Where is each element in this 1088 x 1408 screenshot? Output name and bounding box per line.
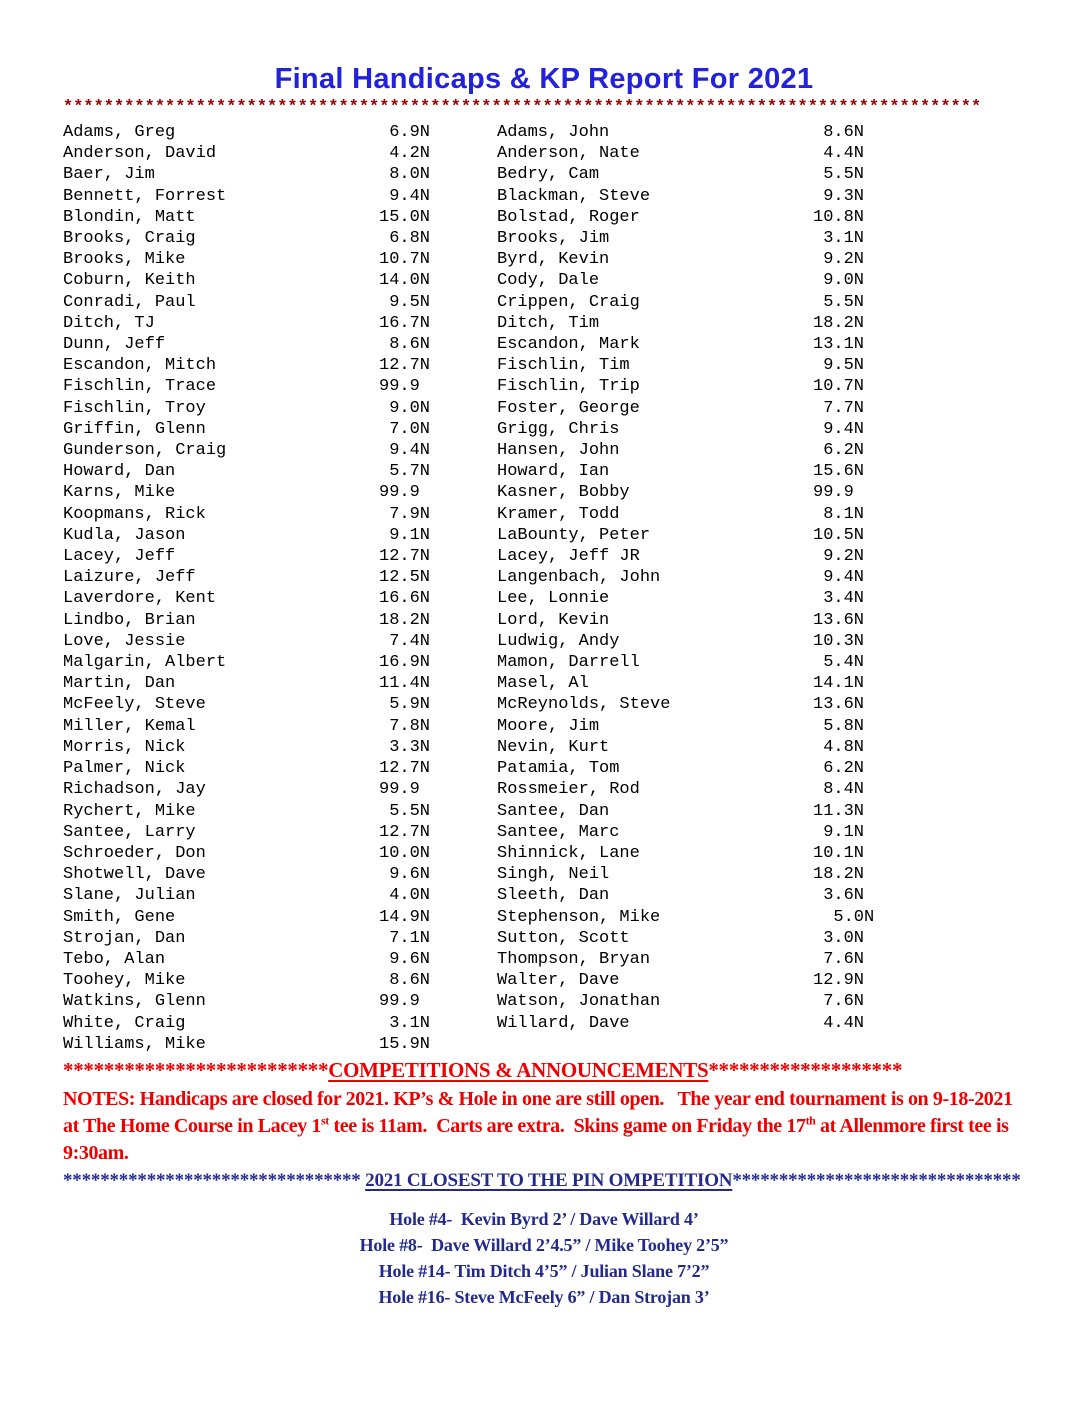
player-name: Watson, Jonathan — [497, 992, 661, 1012]
player-name: Blackman, Steve — [497, 186, 651, 206]
roster-row — [497, 588, 1025, 609]
roster-row — [497, 991, 1025, 1012]
player-name: Palmer, Nick — [63, 759, 186, 779]
player-name: Nevin, Kurt — [497, 737, 610, 757]
player-name: Griffin, Glenn — [63, 419, 206, 439]
player-handicap: 11.3N — [813, 801, 865, 821]
player-handicap: 3.6N — [813, 886, 865, 906]
roster-row — [497, 567, 1025, 588]
player-handicap: 9.1N — [813, 822, 865, 842]
player-name: Mamon, Darrell — [497, 653, 640, 673]
player-name: Fischlin, Trace — [63, 377, 217, 397]
player-handicap: 99.9 — [379, 377, 420, 397]
roster-row — [63, 864, 497, 885]
notes-paragraph — [63, 1086, 1025, 1167]
player-handicap: 8.6N — [813, 123, 865, 142]
player-name: Fischlin, Tim — [497, 356, 630, 376]
player-name: Love, Jessie — [63, 631, 186, 651]
roster-row — [497, 440, 1025, 461]
notes-superscript-st: st — [321, 1113, 329, 1128]
roster-row — [63, 928, 497, 949]
roster-row — [63, 398, 497, 419]
competitions-announcements-header — [63, 1058, 1025, 1082]
player-name: Bennett, Forrest — [63, 186, 227, 206]
player-handicap: 9.4N — [379, 441, 431, 461]
roster-row — [63, 737, 497, 758]
roster-row — [63, 716, 497, 737]
player-handicap: 7.8N — [379, 716, 431, 736]
player-handicap: 7.4N — [379, 631, 431, 651]
kp-hole-result: Hole #16- Steve McFeely 6” / Dan Strojan 3’ — [378, 1286, 710, 1307]
player-name: Escandon, Mitch — [63, 356, 217, 376]
roster-row — [63, 673, 497, 694]
roster-row — [63, 567, 497, 588]
player-handicap: 15.9N — [379, 1034, 431, 1054]
player-name: Byrd, Kevin — [497, 250, 610, 270]
player-handicap: 9.6N — [379, 865, 431, 885]
roster-row — [497, 122, 1025, 143]
player-name: Shinnick, Lane — [497, 843, 640, 863]
roster-row — [497, 313, 1025, 334]
player-handicap: 10.7N — [813, 377, 865, 397]
roster-row — [497, 1013, 1025, 1034]
kp-hole-result: Hole #8- Dave Willard 2’4.5” / Mike Toohey 2’5” — [359, 1234, 729, 1255]
player-handicap: 14.0N — [379, 271, 431, 291]
player-name: Langenbach, John — [497, 568, 661, 588]
kp-hole-result: Hole #4- Kevin Byrd 2’ / Dave Willard 4’ — [389, 1208, 699, 1229]
roster-row — [497, 673, 1025, 694]
roster-row — [63, 758, 497, 779]
roster-row — [63, 652, 497, 673]
player-handicap: 16.7N — [379, 313, 431, 333]
roster-row — [497, 207, 1025, 228]
player-name: Richadson, Jay — [63, 780, 206, 800]
roster-row — [497, 482, 1025, 503]
roster-row — [63, 588, 497, 609]
roster-row — [63, 822, 497, 843]
roster-row — [63, 1013, 497, 1034]
kp-hole-result: Hole #14- Tim Ditch 4’5” / Julian Slane 7’2” — [378, 1260, 710, 1281]
player-name: Koopmans, Rick — [63, 504, 206, 524]
roster-row — [63, 907, 497, 928]
player-handicap: 99.9 — [379, 780, 420, 800]
player-handicap: 16.9N — [379, 653, 431, 673]
report-title: Final Handicaps & KP Report For 2021 — [274, 63, 814, 95]
roster-row — [63, 631, 497, 652]
player-handicap: 9.5N — [379, 292, 431, 312]
player-handicap: 3.4N — [813, 589, 865, 609]
player-name: Williams, Mike — [63, 1034, 206, 1054]
player-name: Ditch, TJ — [63, 313, 155, 333]
roster-row — [497, 694, 1025, 715]
player-handicap: 4.4N — [813, 1013, 865, 1033]
roster-row — [497, 610, 1025, 631]
player-name: Sleeth, Dan — [497, 886, 610, 906]
player-handicap: 10.0N — [379, 843, 431, 863]
player-name: Smith, Gene — [63, 907, 176, 927]
player-handicap: 12.9N — [813, 971, 865, 991]
player-name: Kramer, Todd — [497, 504, 620, 524]
player-handicap: 8.1N — [813, 504, 865, 524]
roster-row — [497, 143, 1025, 164]
competitions-heading: COMPETITIONS & ANNOUNCEMENTS — [328, 1057, 709, 1082]
player-name: Coburn, Keith — [63, 271, 196, 291]
roster-row — [497, 164, 1025, 185]
roster-row — [63, 843, 497, 864]
player-name: Bedry, Cam — [497, 165, 600, 185]
roster-row — [63, 355, 497, 376]
player-name: Schroeder, Don — [63, 843, 206, 863]
player-handicap: 12.7N — [379, 822, 431, 842]
player-name: Blondin, Matt — [63, 207, 196, 227]
player-name: Lacey, Jeff JR — [497, 547, 640, 567]
roster-row — [63, 228, 497, 249]
player-name: Anderson, Nate — [497, 144, 640, 164]
roster-row — [63, 991, 497, 1012]
roster-row — [497, 270, 1025, 291]
player-name: Dunn, Jeff — [63, 335, 166, 355]
player-handicap: 5.5N — [813, 292, 865, 312]
roster-row — [63, 504, 497, 525]
player-handicap: 14.9N — [379, 907, 431, 927]
roster-row — [63, 186, 497, 207]
player-name: Lindbo, Brian — [63, 610, 196, 630]
player-name: Walter, Dave — [497, 971, 620, 991]
notes-text-1: NOTES: Handicaps are closed for 2021. KP’s & Hole in one are still open. The year end tournament is on 9-18-2021 at The Home Course in Lacey 1 — [63, 1087, 1018, 1137]
player-handicap: 9.0N — [379, 398, 431, 418]
roster-row — [63, 376, 497, 397]
player-name: Santee, Larry — [63, 822, 196, 842]
player-handicap: 5.5N — [813, 165, 865, 185]
kp-stars-right: ******************************* — [732, 1169, 1021, 1191]
player-handicap: 6.8N — [379, 229, 431, 249]
roster-row — [63, 143, 497, 164]
player-name: Fischlin, Troy — [63, 398, 206, 418]
player-name: LaBounty, Peter — [497, 525, 651, 545]
kp-heading: 2021 CLOSEST TO THE PIN OMPETITION — [365, 1169, 733, 1191]
roster-row — [63, 1034, 497, 1055]
roster-row — [497, 525, 1025, 546]
player-handicap: 3.1N — [379, 1013, 431, 1033]
roster-row — [497, 779, 1025, 800]
player-handicap: 9.4N — [813, 568, 865, 588]
player-handicap: 12.5N — [379, 568, 431, 588]
player-handicap: 3.3N — [379, 737, 431, 757]
player-handicap: 8.0N — [379, 165, 431, 185]
player-name: Hansen, John — [497, 441, 620, 461]
roster-column-right — [497, 122, 1025, 1055]
player-name: Santee, Dan — [497, 801, 610, 821]
roster-row — [497, 355, 1025, 376]
player-handicap: 4.0N — [379, 886, 431, 906]
roster-row — [497, 631, 1025, 652]
roster-row — [63, 546, 497, 567]
player-handicap: 99.9 — [813, 483, 854, 503]
competitions-stars-right: ******************* — [708, 1057, 903, 1082]
notes-text-3: at Allenmore first tee is 9:30am. — [63, 1114, 1014, 1164]
roster-row — [497, 843, 1025, 864]
roster-row — [63, 164, 497, 185]
player-name: Patamia, Tom — [497, 759, 620, 779]
player-handicap: 5.7N — [379, 462, 431, 482]
player-name: Lord, Kevin — [497, 610, 610, 630]
roster-row — [497, 801, 1025, 822]
player-name: Karns, Mike — [63, 483, 176, 503]
player-handicap: 9.3N — [813, 186, 865, 206]
player-name: Malgarin, Albert — [63, 653, 227, 673]
player-handicap: 9.4N — [813, 419, 865, 439]
player-handicap: 5.5N — [379, 801, 431, 821]
roster-row — [63, 292, 497, 313]
player-name: Cody, Dale — [497, 271, 600, 291]
roster-row — [63, 122, 497, 143]
roster-row — [497, 249, 1025, 270]
roster-row — [497, 186, 1025, 207]
player-name: Masel, Al — [497, 674, 589, 694]
player-handicap: 13.6N — [813, 695, 865, 715]
roster-row — [497, 504, 1025, 525]
player-name: Shotwell, Dave — [63, 865, 206, 885]
roster-row — [497, 928, 1025, 949]
player-name: Grigg, Chris — [497, 419, 620, 439]
handicap-roster — [63, 122, 1025, 1055]
player-handicap: 6.9N — [379, 123, 431, 142]
player-name: Lacey, Jeff — [63, 547, 176, 567]
roster-row — [497, 864, 1025, 885]
player-handicap: 9.4N — [379, 186, 431, 206]
player-name: Willard, Dave — [497, 1013, 630, 1033]
roster-row — [497, 419, 1025, 440]
roster-row — [497, 758, 1025, 779]
player-handicap: 12.7N — [379, 547, 431, 567]
player-name: Baer, Jim — [63, 165, 155, 185]
player-handicap: 10.1N — [813, 843, 865, 863]
roster-row — [63, 525, 497, 546]
player-handicap: 6.2N — [813, 759, 865, 779]
roster-row — [497, 970, 1025, 991]
player-name: Adams, John — [497, 123, 610, 142]
player-name: Conradi, Paul — [63, 292, 196, 312]
player-name: Rychert, Mike — [63, 801, 196, 821]
player-handicap: 6.2N — [813, 441, 865, 461]
player-name: Adams, Greg — [63, 123, 176, 142]
roster-row — [497, 737, 1025, 758]
player-handicap: 9.2N — [813, 250, 865, 270]
player-name: Laizure, Jeff — [63, 568, 196, 588]
competitions-stars-left: ************************** — [63, 1057, 329, 1082]
player-name: Slane, Julian — [63, 886, 196, 906]
top-separator-stars: ****************************************************************************************** — [63, 99, 982, 117]
kp-stars-left: ******************************** — [63, 1169, 366, 1191]
roster-row — [497, 822, 1025, 843]
player-name: Escandon, Mark — [497, 335, 640, 355]
roster-row — [497, 885, 1025, 906]
player-name: Bolstad, Roger — [497, 207, 640, 227]
player-handicap: 8.6N — [379, 335, 431, 355]
player-name: Thompson, Bryan — [497, 949, 651, 969]
player-handicap: 9.0N — [813, 271, 865, 291]
player-handicap: 10.7N — [379, 250, 431, 270]
roster-row — [497, 398, 1025, 419]
player-name: Howard, Ian — [497, 462, 610, 482]
player-handicap: 14.1N — [813, 674, 865, 694]
player-handicap: 5.8N — [813, 716, 865, 736]
player-handicap: 7.0N — [379, 419, 431, 439]
player-handicap: 7.7N — [813, 398, 865, 418]
player-handicap: 5.9N — [379, 695, 431, 715]
roster-row — [497, 228, 1025, 249]
roster-row — [497, 907, 1025, 928]
player-handicap: 5.0N — [813, 907, 875, 927]
player-name: Toohey, Mike — [63, 971, 186, 991]
player-name: Anderson, David — [63, 144, 217, 164]
player-name: Strojan, Dan — [63, 928, 186, 948]
player-handicap: 10.3N — [813, 631, 865, 651]
player-handicap: 4.8N — [813, 737, 865, 757]
player-handicap: 7.9N — [379, 504, 431, 524]
player-handicap: 7.6N — [813, 992, 865, 1012]
player-handicap: 9.1N — [379, 525, 431, 545]
roster-row — [497, 652, 1025, 673]
roster-row — [497, 461, 1025, 482]
roster-row — [63, 885, 497, 906]
player-handicap: 4.4N — [813, 144, 865, 164]
roster-row — [497, 376, 1025, 397]
player-name: Ludwig, Andy — [497, 631, 620, 651]
kp-results-list — [63, 1206, 1025, 1310]
player-handicap: 9.2N — [813, 547, 865, 567]
player-handicap: 3.0N — [813, 928, 865, 948]
notes-text-2: tee is 11am. Carts are extra. Skins game on Friday the 17 — [328, 1114, 806, 1137]
player-name: Brooks, Jim — [497, 229, 610, 249]
player-handicap: 16.6N — [379, 589, 431, 609]
roster-row — [63, 249, 497, 270]
player-name: McFeely, Steve — [63, 695, 206, 715]
roster-row — [63, 779, 497, 800]
roster-row — [63, 482, 497, 503]
player-name: Foster, George — [497, 398, 640, 418]
player-handicap: 11.4N — [379, 674, 431, 694]
player-name: White, Craig — [63, 1013, 186, 1033]
roster-row — [63, 334, 497, 355]
player-handicap: 10.8N — [813, 207, 865, 227]
player-handicap: 18.2N — [379, 610, 431, 630]
player-name: Fischlin, Trip — [497, 377, 640, 397]
player-name: Santee, Marc — [497, 822, 620, 842]
player-name: Kasner, Bobby — [497, 483, 630, 503]
player-name: McReynolds, Steve — [497, 695, 671, 715]
player-handicap: 10.5N — [813, 525, 865, 545]
roster-row — [63, 207, 497, 228]
player-name: Crippen, Craig — [497, 292, 640, 312]
player-handicap: 13.6N — [813, 610, 865, 630]
player-handicap: 15.0N — [379, 207, 431, 227]
player-handicap: 3.1N — [813, 229, 865, 249]
player-handicap: 18.2N — [813, 313, 865, 333]
player-handicap: 9.5N — [813, 356, 865, 376]
roster-row — [497, 949, 1025, 970]
player-name: Sutton, Scott — [497, 928, 630, 948]
player-name: Martin, Dan — [63, 674, 176, 694]
player-name: Howard, Dan — [63, 462, 176, 482]
player-name: Watkins, Glenn — [63, 992, 206, 1012]
player-handicap: 7.1N — [379, 928, 431, 948]
roster-row — [497, 546, 1025, 567]
player-name: Moore, Jim — [497, 716, 600, 736]
player-name: Brooks, Craig — [63, 229, 196, 249]
kp-competition-header — [63, 1169, 1025, 1193]
roster-row — [63, 694, 497, 715]
notes-superscript-th: th — [805, 1113, 816, 1128]
player-name: Lee, Lonnie — [497, 589, 610, 609]
player-name: Kudla, Jason — [63, 525, 186, 545]
player-handicap: 18.2N — [813, 865, 865, 885]
player-handicap: 7.6N — [813, 949, 865, 969]
player-name: Morris, Nick — [63, 737, 186, 757]
roster-row — [63, 461, 497, 482]
player-handicap: 12.7N — [379, 759, 431, 779]
roster-row — [63, 970, 497, 991]
roster-row — [63, 419, 497, 440]
roster-row — [63, 270, 497, 291]
player-name: Stephenson, Mike — [497, 907, 661, 927]
roster-row — [63, 610, 497, 631]
roster-row — [63, 801, 497, 822]
player-handicap: 8.4N — [813, 780, 865, 800]
roster-row — [497, 334, 1025, 355]
player-name: Laverdore, Kent — [63, 589, 217, 609]
player-name: Ditch, Tim — [497, 313, 600, 333]
player-name: Miller, Kemal — [63, 716, 196, 736]
roster-row — [63, 949, 497, 970]
player-handicap: 15.6N — [813, 462, 865, 482]
player-handicap: 99.9 — [379, 483, 420, 503]
roster-row — [63, 440, 497, 461]
player-handicap: 99.9 — [379, 992, 420, 1012]
player-handicap: 13.1N — [813, 335, 865, 355]
roster-row — [497, 716, 1025, 737]
player-handicap: 12.7N — [379, 356, 431, 376]
player-name: Tebo, Alan — [63, 949, 166, 969]
player-name: Gunderson, Craig — [63, 441, 227, 461]
player-handicap: 8.6N — [379, 971, 431, 991]
roster-row — [497, 292, 1025, 313]
player-handicap: 9.6N — [379, 949, 431, 969]
roster-row — [63, 313, 497, 334]
roster-column-left — [63, 122, 497, 1055]
player-name: Singh, Neil — [497, 865, 610, 885]
player-handicap: 4.2N — [379, 144, 431, 164]
player-name: Brooks, Mike — [63, 250, 186, 270]
player-handicap: 5.4N — [813, 653, 865, 673]
player-name: Rossmeier, Rod — [497, 780, 640, 800]
